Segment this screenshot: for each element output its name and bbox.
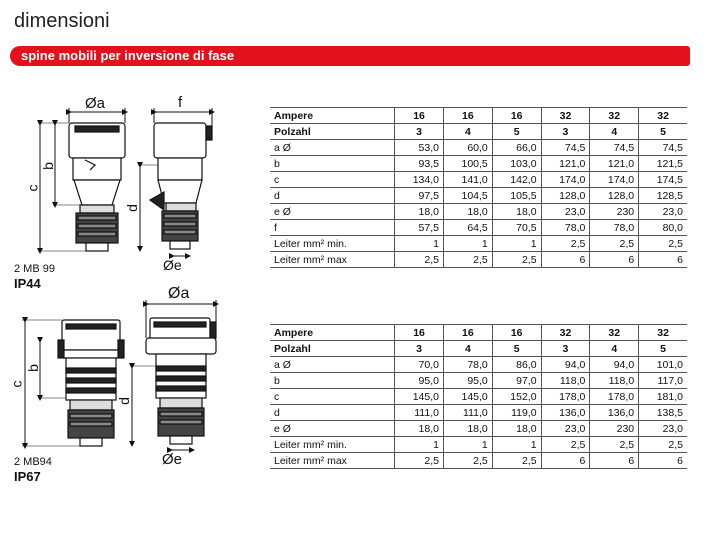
table-cell: 95,0 (395, 373, 444, 389)
table-cell: 2,5 (395, 252, 444, 268)
table-cell: 118,0 (590, 373, 639, 389)
row-label: a Ø (270, 140, 395, 156)
table-cell: 16 (443, 325, 492, 341)
table-cell: 4 (590, 124, 639, 140)
table-cell: 121,5 (639, 156, 687, 172)
table-cell: 230 (590, 204, 639, 220)
table-cell: 121,0 (541, 156, 590, 172)
table-cell: 32 (590, 108, 639, 124)
table-cell: 18,0 (395, 204, 444, 220)
row-label: e Ø (270, 204, 395, 220)
row-label: Ampere (270, 325, 395, 341)
dimension-table-ip67 (270, 324, 687, 469)
table-cell: 94,0 (541, 357, 590, 373)
table-cell: 32 (541, 325, 590, 341)
table-cell: 174,0 (590, 172, 639, 188)
table-cell: 66,0 (492, 140, 541, 156)
table-row (270, 437, 687, 453)
row-label: Leiter mm² max (270, 453, 395, 469)
table-cell: 178,0 (541, 389, 590, 405)
table-cell: 117,0 (639, 373, 687, 389)
table-cell: 60,0 (443, 140, 492, 156)
table-cell: 105,5 (492, 188, 541, 204)
table-cell: 5 (639, 341, 687, 357)
table-cell: 18,0 (443, 421, 492, 437)
table-cell: 16 (395, 108, 444, 124)
table-cell: 16 (395, 325, 444, 341)
table-cell: 230 (590, 421, 639, 437)
row-label: c (270, 172, 395, 188)
table-cell: 16 (492, 325, 541, 341)
table-cell: 138,5 (639, 405, 687, 421)
table-row (270, 453, 687, 469)
row-label: f (270, 220, 395, 236)
table-row (270, 252, 687, 268)
plug-ip67-side-drawing (146, 318, 216, 444)
table-cell: 70,0 (395, 357, 444, 373)
table-cell: 145,0 (443, 389, 492, 405)
table-cell: 78,0 (590, 220, 639, 236)
row-label: Leiter mm² max (270, 252, 395, 268)
table-row (270, 405, 687, 421)
plug-ip67-front-drawing (58, 320, 124, 446)
table-cell: 101,0 (639, 357, 687, 373)
table-cell: 178,0 (590, 389, 639, 405)
table-cell: 1 (443, 437, 492, 453)
table-cell: 104,5 (443, 188, 492, 204)
table-cell: 5 (492, 124, 541, 140)
table-cell: 78,0 (443, 357, 492, 373)
table-row (270, 172, 687, 188)
table-cell: 2,5 (639, 236, 687, 252)
table-row (270, 108, 687, 124)
table-cell: 2,5 (590, 437, 639, 453)
table-row (270, 236, 687, 252)
row-label: d (270, 405, 395, 421)
table-row (270, 421, 687, 437)
table-cell: 78,0 (541, 220, 590, 236)
table-cell: 145,0 (395, 389, 444, 405)
table-cell: 128,0 (541, 188, 590, 204)
plug-ip44-front-drawing (69, 123, 125, 251)
table-cell: 100,5 (443, 156, 492, 172)
dim-label-a-1: Øa (85, 95, 106, 112)
table-cell: 23,0 (541, 421, 590, 437)
table-row (270, 204, 687, 220)
dim-label-a-2: Øa (168, 285, 190, 302)
table-row (270, 325, 687, 341)
table-cell: 2,5 (590, 236, 639, 252)
table-row (270, 357, 687, 373)
table-cell: 2,5 (443, 252, 492, 268)
table-row (270, 373, 687, 389)
table-cell: 103,0 (492, 156, 541, 172)
table-cell: 1 (395, 437, 444, 453)
dim-label-d-1: d (123, 204, 140, 212)
table-cell: 174,0 (541, 172, 590, 188)
table-cell: 32 (541, 108, 590, 124)
table-cell: 3 (541, 124, 590, 140)
dim-label-b-1: b (39, 162, 56, 170)
dim-label-e-1: Øe (163, 257, 182, 273)
row-label: Polzahl (270, 341, 395, 357)
table-cell: 80,0 (639, 220, 687, 236)
table-cell: 118,0 (541, 373, 590, 389)
table-row (270, 140, 687, 156)
table-cell: 18,0 (443, 204, 492, 220)
table-row (270, 124, 687, 140)
table-row (270, 389, 687, 405)
table-cell: 2,5 (443, 453, 492, 469)
table-cell: 16 (492, 108, 541, 124)
table-cell: 6 (590, 252, 639, 268)
table-cell: 57,5 (395, 220, 444, 236)
table-cell: 23,0 (541, 204, 590, 220)
table-cell: 18,0 (492, 421, 541, 437)
table-cell: 4 (443, 124, 492, 140)
table-row (270, 188, 687, 204)
table-cell: 23,0 (639, 421, 687, 437)
table-cell: 1 (395, 236, 444, 252)
dim-label-d-2: d (115, 397, 132, 405)
table-cell: 74,5 (541, 140, 590, 156)
row-label: Ampere (270, 108, 395, 124)
table-cell: 119,0 (492, 405, 541, 421)
row-label: Leiter mm² min. (270, 236, 395, 252)
table-cell: 74,5 (590, 140, 639, 156)
table-cell: 121,0 (590, 156, 639, 172)
table-cell: 5 (639, 124, 687, 140)
table-cell: 18,0 (395, 421, 444, 437)
table-cell: 152,0 (492, 389, 541, 405)
dim-label-c-2: c (8, 380, 25, 388)
table-cell: 3 (395, 124, 444, 140)
table-cell: 3 (395, 341, 444, 357)
table-cell: 128,0 (590, 188, 639, 204)
table-cell: 94,0 (590, 357, 639, 373)
table-cell: 23,0 (639, 204, 687, 220)
table-cell: 111,0 (443, 405, 492, 421)
table-cell: 32 (639, 108, 687, 124)
table-row (270, 341, 687, 357)
table-cell: 2,5 (639, 437, 687, 453)
table-cell: 86,0 (492, 357, 541, 373)
table-cell: 174,5 (639, 172, 687, 188)
table-cell: 97,0 (492, 373, 541, 389)
table-cell: 1 (443, 236, 492, 252)
table-cell: 128,5 (639, 188, 687, 204)
table-cell: 181,0 (639, 389, 687, 405)
dim-label-c-1: c (24, 184, 41, 192)
row-label: e Ø (270, 421, 395, 437)
table-cell: 4 (590, 341, 639, 357)
banner-text: spine mobili per inversione di fase (21, 48, 235, 63)
row-label: Polzahl (270, 124, 395, 140)
row-label: b (270, 156, 395, 172)
table-cell: 53,0 (395, 140, 444, 156)
table-cell: 6 (639, 252, 687, 268)
table-cell: 32 (590, 325, 639, 341)
table-cell: 134,0 (395, 172, 444, 188)
table-cell: 4 (443, 341, 492, 357)
table-cell: 2,5 (492, 252, 541, 268)
table-cell: 2,5 (492, 453, 541, 469)
table-cell: 1 (492, 437, 541, 453)
table-row (270, 156, 687, 172)
product-code-1: 2 MB 99 (14, 263, 55, 275)
table-cell: 18,0 (492, 204, 541, 220)
table-cell: 74,5 (639, 140, 687, 156)
table-cell: 5 (492, 341, 541, 357)
table-cell: 111,0 (395, 405, 444, 421)
table-cell: 16 (443, 108, 492, 124)
table-row (270, 220, 687, 236)
table-cell: 64,5 (443, 220, 492, 236)
table-cell: 6 (541, 252, 590, 268)
table-cell: 136,0 (590, 405, 639, 421)
table-cell: 95,0 (443, 373, 492, 389)
row-label: a Ø (270, 357, 395, 373)
table-cell: 97,5 (395, 188, 444, 204)
dim-label-f-1: f (178, 94, 183, 111)
table-cell: 70,5 (492, 220, 541, 236)
dimension-table-ip44 (270, 107, 687, 268)
row-label: d (270, 188, 395, 204)
plug-ip44-side-drawing (150, 123, 212, 249)
table-cell: 93,5 (395, 156, 444, 172)
table-cell: 141,0 (443, 172, 492, 188)
row-label: c (270, 389, 395, 405)
dim-label-e-2: Øe (162, 451, 183, 468)
table-cell: 2,5 (395, 453, 444, 469)
table-cell: 1 (492, 236, 541, 252)
table-cell: 6 (590, 453, 639, 469)
table-cell: 32 (639, 325, 687, 341)
row-label: Leiter mm² min. (270, 437, 395, 453)
table-cell: 142,0 (492, 172, 541, 188)
dim-label-b-2: b (24, 364, 41, 372)
row-label: b (270, 373, 395, 389)
table-cell: 2,5 (541, 437, 590, 453)
table-cell: 3 (541, 341, 590, 357)
ip-rating-1: IP44 (14, 276, 41, 291)
ip-rating-2: IP67 (14, 469, 41, 484)
table-cell: 136,0 (541, 405, 590, 421)
table-cell: 2,5 (541, 236, 590, 252)
product-code-2: 2 MB94 (14, 456, 52, 468)
table-cell: 6 (639, 453, 687, 469)
table-cell: 6 (541, 453, 590, 469)
page-title: dimensioni (14, 10, 110, 32)
